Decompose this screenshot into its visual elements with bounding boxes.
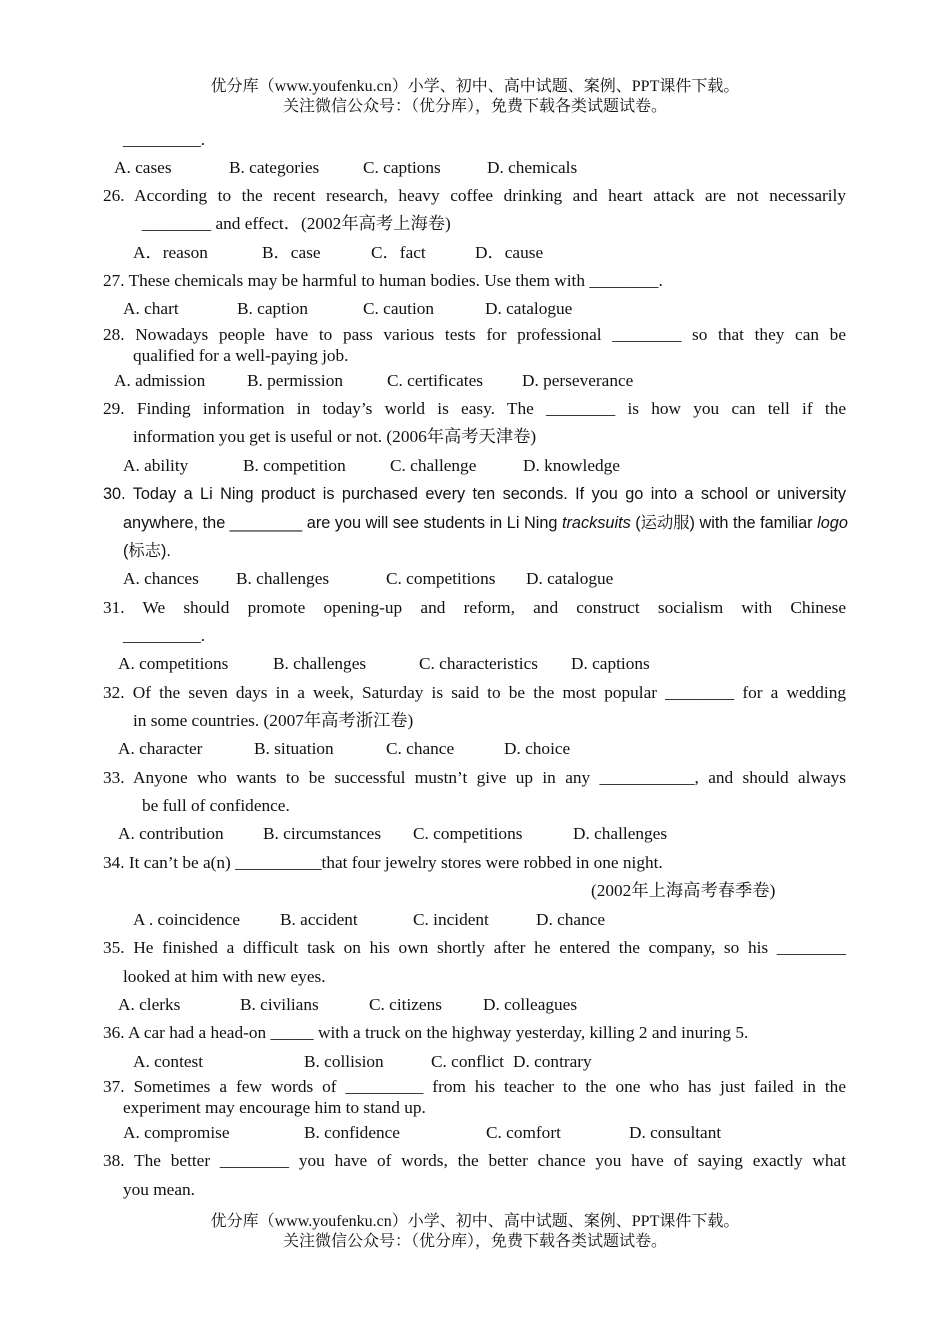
q32-option-a: A. character xyxy=(118,739,203,758)
q31-line-2: _________. xyxy=(123,626,206,645)
q35-option-a: A. clerks xyxy=(118,995,181,1014)
q26-line-1: 26. According to the recent research, heavy coffee drinking and heart attack are not necessarily xyxy=(103,186,846,205)
q25-option-c: C. captions xyxy=(363,158,441,177)
q32-option-d: D. choice xyxy=(504,739,571,758)
q29-option-c: C. challenge xyxy=(390,456,477,475)
q35-option-c: C. citizens xyxy=(369,995,442,1014)
q26-option-b: B．case xyxy=(262,243,321,262)
q36-line-1: 36. A car had a head-on _____ with a truck on the highway yesterday, killing 2 and inuring 5. xyxy=(103,1023,749,1042)
q37-line-1: 37. Sometimes a few words of _________ from his teacher to the one who has just failed in the xyxy=(103,1077,846,1096)
q30-option-b: B. challenges xyxy=(236,569,330,588)
q30-option-c: C. competitions xyxy=(386,569,496,588)
q28-line-2: qualified for a well-paying job. xyxy=(133,346,349,365)
q31-option-d: D. captions xyxy=(571,654,650,673)
q37-option-b: B. confidence xyxy=(304,1123,400,1142)
q35-option-b: B. civilians xyxy=(240,995,319,1014)
q30-line-2 xyxy=(123,512,846,534)
q36-option-d: D. contrary xyxy=(513,1052,592,1071)
q29-line-1: 29. Finding information in today’s world is easy. The ________ is how you can tell if the xyxy=(103,399,846,418)
q31-option-b: B. challenges xyxy=(273,654,367,673)
q33-line-1: 33. Anyone who wants to be successful mustn’t give up in any ___________, and should always xyxy=(103,768,846,787)
q38-line-1: 38. The better ________ you have of words, the better chance you have of saying exactly what xyxy=(103,1151,846,1170)
q31-option-c: C. characteristics xyxy=(419,654,538,673)
q30-line-2-text: anywhere, the ________ are you will see students in Li Ning xyxy=(123,514,562,532)
q28-option-d: D. perseverance xyxy=(522,371,634,390)
q30-option-d: D. catalogue xyxy=(526,569,614,588)
q31-line-1: 31. We should promote opening-up and reform, and construct socialism with Chinese xyxy=(103,598,846,617)
q34-option-b: B. accident xyxy=(280,910,358,929)
q36-option-a: A. contest xyxy=(133,1052,204,1071)
q32-option-b: B. situation xyxy=(254,739,334,758)
q29-option-d: D. knowledge xyxy=(523,456,620,475)
q36-option-c: C. conflict xyxy=(431,1052,504,1071)
q30-italic-logo: logo xyxy=(817,514,848,532)
q34-option-a: A . coincidence xyxy=(133,910,241,929)
q26-option-c: C．fact xyxy=(371,243,426,262)
q32-line-1: 32. Of the seven days in a week, Saturday is said to be the most popular ________ for a wedding xyxy=(103,683,846,702)
q35-line-1: 35. He finished a difficult task on his own shortly after he entered the company, so his ________ xyxy=(103,938,846,957)
q37-option-a: A. compromise xyxy=(123,1123,230,1142)
q26-option-a: A．reason xyxy=(133,243,208,262)
q29-option-b: B. competition xyxy=(243,456,346,475)
q34-option-c: C. incident xyxy=(413,910,489,929)
q32-option-c: C. chance xyxy=(386,739,455,758)
q36-option-b: B. collision xyxy=(304,1052,384,1071)
q28-line-1: 28. Nowadays people have to pass various tests for professional ________ so that they can be xyxy=(103,325,846,344)
q30-line-1: 30. Today a Li Ning product is purchased every ten seconds. If you go into a school or university xyxy=(103,485,846,503)
q25-option-b: B. categories xyxy=(229,158,320,177)
q33-option-a: A. contribution xyxy=(118,824,224,843)
q27-option-c: C. caution xyxy=(363,299,435,318)
q37-line-2: experiment may encourage him to stand up. xyxy=(123,1098,426,1117)
q28-option-c: C. certificates xyxy=(387,371,483,390)
q27-option-d: D. catalogue xyxy=(485,299,573,318)
q30-line-3: (标志). xyxy=(123,542,171,560)
q29-option-a: A. ability xyxy=(123,456,189,475)
q28-option-a: A. admission xyxy=(114,371,206,390)
q34-source: (2002年上海高考春季卷) xyxy=(591,881,776,900)
q33-option-c: C. competitions xyxy=(413,824,523,843)
q27-line-1: 27. These chemicals may be harmful to human bodies. Use them with ________. xyxy=(103,271,663,290)
q30-line-2-middle: (运动服) with the familiar xyxy=(630,514,818,532)
q33-line-2: be full of confidence. xyxy=(142,796,290,815)
q34-line-1: 34. It can’t be a(n) __________that four jewelry stores were robbed in one night. xyxy=(103,853,663,872)
q30-option-a: A. chances xyxy=(123,569,199,588)
q26-line-2: ________ and effect．(2002年高考上海卷) xyxy=(142,214,451,233)
q37-option-d: D. consultant xyxy=(629,1123,722,1142)
q35-line-2: looked at him with new eyes. xyxy=(123,967,326,986)
q38-line-2: you mean. xyxy=(123,1180,195,1199)
q25-blank: _________. xyxy=(123,130,206,149)
q37-option-c: C. comfort xyxy=(486,1123,561,1142)
q27-option-a: A. chart xyxy=(123,299,179,318)
footer-line-2: 关注微信公众号：（优分库），免费下载各类试题试卷。 xyxy=(282,1233,667,1250)
q33-option-b: B. circumstances xyxy=(263,824,382,843)
q31-option-a: A. competitions xyxy=(118,654,229,673)
q27-option-b: B. caption xyxy=(237,299,309,318)
q35-option-d: D. colleagues xyxy=(483,995,578,1014)
footer-line-1: 优分库（www.youfenku.cn）小学、初中、高中试题、案例、PPT课件下载。 xyxy=(210,1213,740,1230)
q29-line-2: information you get is useful or not. (2006年高考天津卷) xyxy=(133,427,537,446)
q26-option-d: D．cause xyxy=(475,243,544,262)
header-line-2: 关注微信公众号：（优分库），免费下载各类试题试卷。 xyxy=(282,98,667,115)
q30-italic-tracksuits: tracksuits xyxy=(561,514,631,532)
q25-option-a: A. cases xyxy=(114,158,172,177)
q34-option-d: D. chance xyxy=(536,910,606,929)
q32-line-2: in some countries. (2007年高考浙江卷) xyxy=(133,711,414,730)
header-line-1: 优分库（www.youfenku.cn）小学、初中、高中试题、案例、PPT课件下载。 xyxy=(210,78,740,95)
q25-option-d: D. chemicals xyxy=(487,158,578,177)
q33-option-d: D. challenges xyxy=(573,824,668,843)
q28-option-b: B. permission xyxy=(247,371,344,390)
